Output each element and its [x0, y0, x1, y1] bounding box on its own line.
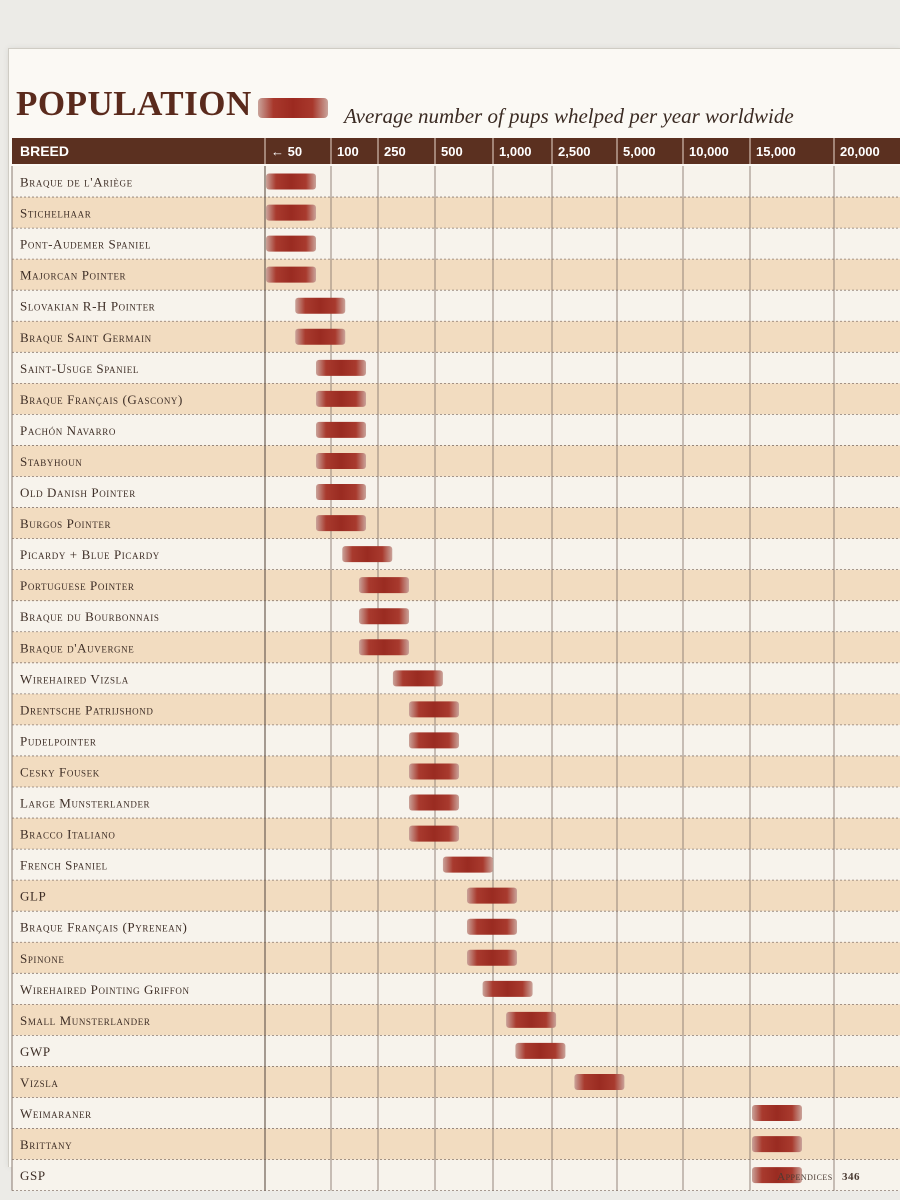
breed-label: Braque Saint Germain — [20, 329, 152, 345]
row-band — [12, 477, 900, 508]
bar — [316, 360, 366, 376]
breed-label: Old Danish Pointer — [20, 485, 136, 501]
row-band — [12, 570, 900, 601]
bar — [574, 1074, 624, 1090]
row-band — [12, 880, 900, 911]
bar — [409, 732, 459, 748]
breed-label: Cesky Fousek — [20, 764, 100, 780]
x-tick-label: 1,000 — [499, 144, 532, 159]
breed-label: Bracco Italiano — [20, 826, 116, 842]
bar — [409, 701, 459, 717]
bar — [409, 795, 459, 811]
row-band — [12, 197, 900, 228]
row-bands — [12, 166, 900, 1191]
bar — [359, 608, 409, 624]
breed-label: Braque d'Auvergne — [20, 640, 135, 656]
page-number: 346 — [842, 1171, 860, 1183]
footer-section: Appendices — [777, 1171, 833, 1183]
x-tick-label: 15,000 — [756, 144, 796, 159]
breed-label: Wirehaired Vizsla — [20, 671, 129, 687]
row-band — [12, 942, 900, 973]
bar — [316, 515, 366, 531]
x-tick-label: 100 — [337, 144, 359, 159]
breed-label: GLP — [20, 888, 47, 904]
breed-label: Braque de l'Ariège — [20, 174, 133, 190]
breed-label: Portuguese Pointer — [20, 578, 135, 594]
bar — [752, 1136, 802, 1152]
row-band — [12, 166, 900, 197]
chart-subtitle: Average number of pups whelped per year worldwide — [344, 104, 794, 128]
row-band — [12, 259, 900, 290]
breed-column-header: BREED — [20, 143, 70, 159]
row-band — [12, 414, 900, 445]
breed-label: Pudelpointer — [20, 733, 97, 749]
row-band — [12, 352, 900, 383]
breed-label: Braque du Bourbonnais — [20, 609, 160, 625]
breed-label: Small Munsterlander — [20, 1012, 151, 1028]
x-tick-label: 5,000 — [623, 144, 656, 159]
breed-label: Braque Français (Pyrenean) — [20, 919, 188, 935]
bar — [506, 1012, 556, 1028]
row-band — [12, 632, 900, 663]
row-band — [12, 508, 900, 539]
breed-label: Burgos Pointer — [20, 516, 112, 532]
header-band — [12, 138, 900, 164]
breed-label: Saint-Usuge Spaniel — [20, 360, 139, 376]
breed-label: Drentsche Patrijshond — [20, 702, 154, 718]
breed-label: Braque Français (Gascony) — [20, 391, 183, 407]
breed-label: Pont-Audemer Spaniel — [20, 236, 152, 252]
x-tick-label: 2,500 — [558, 144, 591, 159]
breed-label: Spinone — [20, 950, 65, 966]
breed-label: Wirehaired Pointing Griffon — [20, 981, 190, 997]
breed-label: Picardy + Blue Picardy — [20, 547, 160, 563]
breed-label: Stabyhoun — [20, 453, 83, 469]
breed-label: Large Munsterlander — [20, 795, 151, 811]
bar — [316, 422, 366, 438]
x-tick-label: 20,000 — [840, 144, 880, 159]
bar — [752, 1105, 802, 1121]
bar — [316, 453, 366, 469]
breed-label: Pachón Navarro — [20, 422, 116, 438]
breed-label: Weimaraner — [20, 1106, 92, 1122]
chart-title: POPULATION — [16, 84, 252, 123]
bar — [266, 205, 316, 221]
bar — [295, 298, 345, 314]
x-tick-label: 10,000 — [689, 144, 729, 159]
bar — [359, 639, 409, 655]
bar — [443, 857, 493, 873]
breed-label: Stichelhaar — [20, 205, 92, 221]
row-band — [12, 1035, 900, 1066]
x-tick-label: 500 — [441, 144, 463, 159]
breed-label: French Spaniel — [20, 857, 108, 873]
bar — [359, 577, 409, 593]
bar — [266, 174, 316, 190]
breed-label: Vizsla — [20, 1074, 59, 1090]
row-band — [12, 1066, 900, 1097]
bar — [467, 888, 517, 904]
bar — [467, 950, 517, 966]
bar — [467, 919, 517, 935]
x-tick-label: ← 50 — [271, 144, 303, 159]
breed-label: GSP — [20, 1168, 46, 1184]
bar — [483, 981, 533, 997]
page-footer — [777, 1171, 860, 1183]
breed-label: Slovakian R-H Pointer — [20, 298, 156, 314]
breed-label: Brittany — [20, 1137, 73, 1153]
bar — [409, 826, 459, 842]
breed-label: Majorcan Pointer — [20, 267, 127, 283]
bar — [515, 1043, 565, 1059]
bar — [342, 546, 392, 562]
row-band — [12, 663, 900, 694]
bar — [266, 267, 316, 283]
bar — [409, 763, 459, 779]
bar — [316, 484, 366, 500]
bar — [266, 236, 316, 252]
bar — [316, 391, 366, 407]
bar — [393, 670, 443, 686]
breed-label: GWP — [20, 1043, 51, 1059]
x-tick-label: 250 — [384, 144, 406, 159]
row-band — [12, 445, 900, 476]
bar — [295, 329, 345, 345]
